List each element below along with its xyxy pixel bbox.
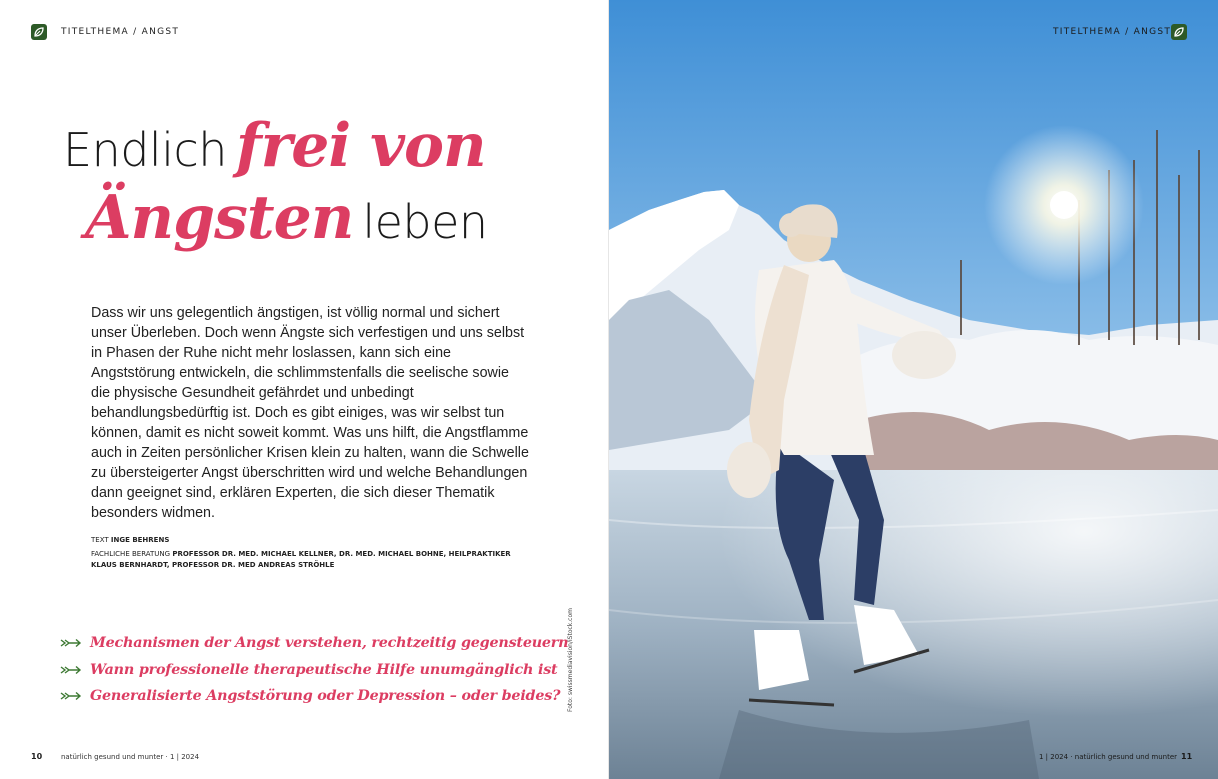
teaser-item	[60, 683, 560, 710]
footer-left: natürlich gesund und munter · 1 | 2024	[61, 753, 200, 761]
advice-credit	[91, 549, 511, 571]
teaser-text: Mechanismen der Angst verstehen, rechtzeitig gegensteuern	[90, 635, 569, 652]
arrow-right-icon	[60, 665, 82, 675]
teaser-item	[60, 657, 560, 684]
section-kicker-right: TITELTHEMA / ANGST	[1053, 27, 1172, 37]
arrow-right-icon	[60, 691, 82, 701]
intro-paragraph: Dass wir uns gelegentlich ängstigen, ist völlig normal und sichert unser Überleben. Doch wenn Ängste sich verfestigen und uns selbst in Phasen der Ruhe nicht mehr loslassen, kann sich eine Angststörung entwickeln, die schlimmstenfalls die seelische sowie die physische Gesundheit gefährdet und unbedingt behandlungsbedürftig ist. Doch es gibt einiges, was wir selbst tun können, damit es nicht soweit kommt. Was uns hilft, die Angstflamme auch in Zeiten persönlicher Krisen klein zu halten, wann die Schwelle zu übersteigerter Angst überschritten wird und welche Behandlungen dann geeignet sind, erklären Experten, die sich dieser Thematik besonders widmen.	[91, 305, 529, 521]
headline-word-endlich: Endlich	[63, 123, 227, 177]
headline-accent-frei-von: frei von	[235, 111, 486, 181]
section-kicker: TITELTHEMA / ANGST	[61, 27, 180, 37]
headline-word-leben: leben	[362, 195, 488, 249]
advice-credit-label: FACHLICHE BERATUNG	[91, 550, 171, 558]
right-page	[609, 0, 1218, 779]
teaser-text: Wann professionelle therapeutische Hilfe unumgänglich ist	[90, 661, 558, 678]
leaf-icon	[1171, 24, 1187, 40]
page-number-right: 11	[1181, 752, 1193, 761]
arrow-right-icon	[60, 638, 82, 648]
page-number-left: 10	[31, 752, 43, 761]
text-credit-label: TEXT	[91, 536, 109, 544]
advice-credit-names: PROFESSOR DR. MED. MICHAEL KELLNER, DR. MED. MICHAEL BOHNE, HEILPRAKTIKER KLAUS BERNHARDT, PROFESSOR DR. MED ANDREAS STRÖHLE	[91, 550, 511, 569]
leaf-icon	[31, 24, 47, 40]
headline-accent-aengsten: Ängsten	[85, 183, 354, 253]
article-credits	[91, 535, 511, 574]
teaser-text: Generalisierte Angststörung oder Depression – oder beides?	[90, 688, 561, 705]
text-credit	[91, 535, 511, 546]
ice-skating-photo	[609, 0, 1218, 779]
teaser-list	[60, 630, 569, 710]
footer-right: 1 | 2024 · natürlich gesund und munter	[1039, 753, 1178, 761]
teaser-item	[60, 630, 569, 657]
text-credit-author: INGE BEHRENS	[110, 536, 170, 544]
photo-credit: Foto: swissmediavision/iStock.com	[567, 607, 574, 712]
